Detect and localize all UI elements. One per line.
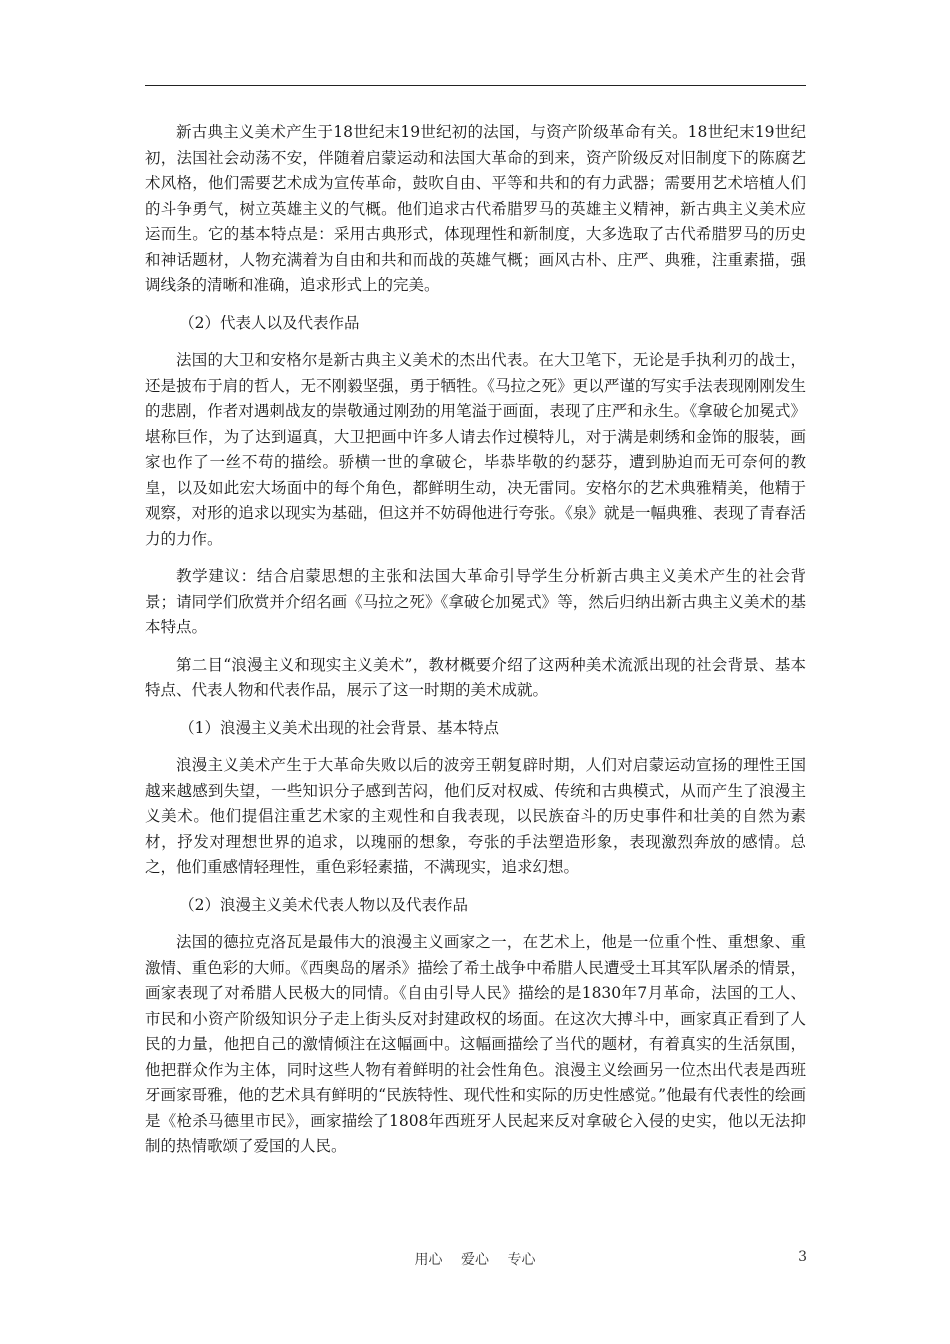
subheading-romanticism-representatives: （2）浪漫主义美术代表人物以及代表作品: [179, 895, 468, 914]
paragraph-romanticism-realism-intro: 第二目“浪漫主义和现实主义美术”，教材概要介绍了这两种美术流派出现的社会背景、基本特点、代表人物和代表作品，展示了这一时期的美术成就。: [145, 655, 806, 699]
paragraph-neoclassicism-background: 新古典主义美术产生于18世纪末19世纪初的法国，与资产阶级革命有关。18世纪末19世纪初，法国社会动荡不安，伴随着启蒙运动和法国大革命的到来，资产阶级反对旧制度下的陈腐艺术风格，他们需要艺术成为宣传革命，鼓吹自由、平等和共和的有力武器；需要用艺术培植人们的斗争勇气，树立英雄主义的气概。他们追求古代希腊罗马的英雄主义精神，新古典主义美术应运而生。它的基本特点是：采用古典形式，体现理性和新制度，大多选取了古代希腊罗马的历史和神话题材，人物充满着为自由和共和而战的英雄气概；画风古朴、庄严、典雅，注重素描，强调线条的清晰和准确，追求形式上的完美。: [145, 123, 806, 294]
paragraph-delacroix-goya: 法国的德拉克洛瓦是最伟大的浪漫主义画家之一，在艺术上，他是一位重个性、重想象、重激情、重色彩的大师。《西奥岛的屠杀》描绘了希土战争中希腊人民遭受土耳其军队屠杀的情景，画家表现了对希腊人民极大的同情。《自由引导人民》描绘的是1830年7月革命，法国的工人、市民和小资产阶级知识分子走上街头反对封建政权的场面。在这次大搏斗中，画家真正看到了人民的力量，他把自己的激情倾注在这幅画中。这幅画描绘了当代的题材，有着真实的生活氛围，他把群众作为主体，同时这些人物有着鲜明的社会性角色。浪漫主义绘画另一位杰出代表是西班牙画家哥雅，他的艺术具有鲜明的“民族特性、现代性和实际的历史性感觉。”他最有代表性的绘画是《枪杀马德里市民》，画家描绘了1808年西班牙人民起来反对拿破仑入侵的史实，他以无法抑制的热情歌颂了爱国的人民。: [145, 933, 806, 1155]
footer-motto: 用心 爱心 专心: [414, 1252, 536, 1268]
subheading-representatives: （2）代表人以及代表作品: [179, 313, 360, 332]
paragraph-romanticism-background: 浪漫主义美术产生于大革命失败以后的波旁王朝复辟时期，人们对启蒙运动宣扬的理性王国越来越感到失望，一些知识分子感到苦闷，他们反对权威、传统和古典模式，从而产生了浪漫主义美术。他们提倡注重艺术家的主观性和自我表现，以民族奋斗的历史事件和壮美的自然为素材，抒发对理想世界的追求，以瑰丽的想象，夸张的手法塑造形象，表现激烈奔放的感情。总之，他们重感情轻理性，重色彩轻素描，不满现实，追求幻想。: [145, 756, 806, 876]
paragraph-teaching-suggestion: 教学建议：结合启蒙思想的主张和法国大革命引导学生分析新古典主义美术产生的社会背景；请同学们欣赏并介绍名画《马拉之死》《拿破仑加冕式》等，然后归纳出新古典主义美术的基本特点。: [145, 567, 806, 636]
subheading-romanticism-background: （1）浪漫主义美术出现的社会背景、基本特点: [179, 718, 499, 737]
document-body: [145, 120, 806, 1172]
paragraph-david-ingres: 法国的大卫和安格尔是新古典主义美术的杰出代表。在大卫笔下，无论是手执利刃的战士，还是披布于肩的哲人，无不刚毅坚强，勇于牺牲。《马拉之死》更以严谨的写实手法表现刚刚发生的悲剧，作者对遇刺战友的崇敬通过刚劲的用笔溢于画面，表现了庄严和永生。《拿破仑加冕式》堪称巨作，为了达到逼真，大卫把画中许多人请去作过模特儿，对于满是刺绣和金饰的服装，画家也作了一丝不苟的描绘。骄横一世的拿破仑，毕恭毕敬的约瑟芬，遭到胁迫而无可奈何的教皇，以及如此宏大场面中的每个角色，都鲜明生动，决无雷同。安格尔的艺术典雅精美，他精于观察，对形的追求以现实为基础，但这并不妨碍他进行夸张。《泉》就是一幅典雅、表现了青春活力的力作。: [145, 351, 806, 548]
header-rule: [145, 85, 806, 86]
page-number: 3: [798, 1249, 807, 1265]
